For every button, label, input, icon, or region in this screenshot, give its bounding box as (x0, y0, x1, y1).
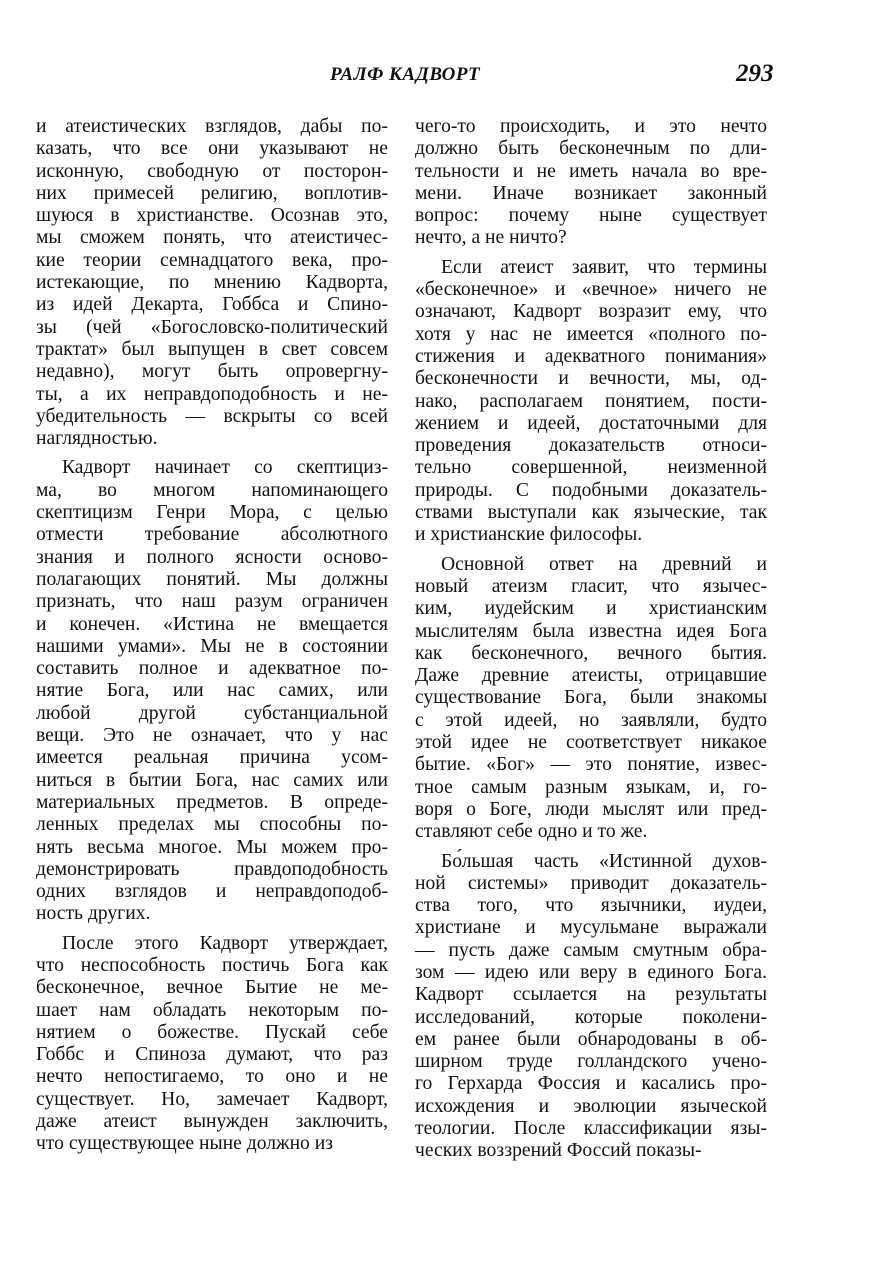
text-line: новый атеизм гласит, что язычес- (415, 575, 767, 597)
left-column (36, 116, 388, 1156)
paragraph-gap (36, 450, 388, 457)
text-line: зы (чей «Богословско-политический (36, 316, 388, 338)
text-line: ства того, что язычники, иудеи, (415, 895, 767, 917)
text-line: демонстрировать правдоподобность (36, 858, 388, 880)
text-line: недавно), могут быть опровергну- (36, 361, 388, 383)
text-line: знания и полного ясности осново- (36, 546, 388, 568)
text-line: «бесконечное» и «вечное» ничего не (415, 279, 767, 301)
text-line: бытие. «Бог» — это понятие, извес- (415, 754, 767, 776)
text-line: существует. Но, замечает Кадворт, (36, 1088, 388, 1110)
text-line: ческих воззрений Фоссий показы- (415, 1140, 702, 1162)
text-line: нако, располагаем понятием, пости- (415, 390, 767, 412)
text-line: и атеистических взглядов, дабы по- (36, 116, 388, 137)
text-line: ленных пределах мы способны по- (36, 814, 388, 836)
text-line: Кадворт ссылается на результаты (415, 984, 767, 1006)
text-line: ставляют себе одно и то же. (415, 821, 648, 843)
text-line: бесконечности и вечности, мы, од- (415, 368, 767, 390)
paragraph (415, 116, 767, 250)
text-line: кие теории семнадцатого века, про- (36, 249, 388, 271)
text-line: нашими умами». Мы не в состоянии (36, 635, 388, 657)
text-line: убедительность — вскрыты со всей (36, 405, 388, 427)
text-line: Бо́льшая часть «Истинной духов- (441, 850, 767, 872)
text-line: и христианские философы. (415, 524, 643, 546)
text-line: жением и идеей, достаточными для (415, 412, 767, 434)
paragraph (415, 257, 767, 547)
text-line: нечто непостигаемо, то оно и не (36, 1066, 388, 1088)
page-number: 293 (736, 60, 774, 87)
text-line: ты, а их неправдоподобность и не- (36, 383, 388, 405)
text-line: го Герхарда Фоссия и касались про- (415, 1073, 767, 1095)
text-line: даже атеист вынужден заключить, (36, 1111, 388, 1133)
text-line: истекающие, по мнению Кадворта, (36, 272, 388, 294)
text-line: и конечен. «Истина не вмещается (36, 613, 388, 635)
text-line: христиане и мусульмане выражали (415, 917, 767, 939)
text-line: с этой идеей, но заявляли, будто (415, 709, 767, 731)
right-column (415, 116, 767, 1163)
text-line: ной системы» приводит доказатель- (415, 872, 767, 894)
paragraph-gap (415, 547, 767, 554)
text-line: стижения и адекватного понимания» (415, 345, 767, 367)
text-line: исконную, свободную от посторон- (36, 160, 388, 182)
text-line: — пусть даже самым смутным обра- (415, 939, 767, 961)
text-line: существование Бога, были знакомы (415, 687, 767, 709)
text-line: материальных предметов. В опреде- (36, 791, 388, 813)
text-line: нечто, а не ничто? (415, 227, 567, 249)
text-line: ствами выступали как языческие, так (415, 502, 767, 524)
text-line: казать, что все они указывают не (36, 138, 388, 160)
text-line: бесконечное, вечное Бытие не ме- (36, 977, 388, 999)
text-line: вещи. Это не означает, что у нас (36, 725, 388, 747)
text-line: означают, Кадворт возразит ему, что (415, 301, 767, 323)
text-line: имеется реальная причина усом- (36, 747, 388, 769)
text-line: ким, иудейским и христианским (415, 598, 767, 620)
text-line: что существующее ныне должно из (36, 1133, 333, 1155)
text-line: воря о Боге, люди мыслят или пред- (415, 798, 767, 820)
text-line: мы сможем понять, что атеистичес- (36, 227, 388, 249)
text-line: проведения доказательств относи- (415, 435, 767, 457)
text-line: Гоббс и Спиноза думают, что раз (36, 1044, 388, 1066)
text-line: шает нам обладать некоторым по- (36, 999, 388, 1021)
text-line: ширном труде голландского учено- (415, 1051, 767, 1073)
running-head: РАЛФ КАДВОРТ (330, 64, 481, 85)
text-line: нять весьма многое. Мы можем про- (36, 836, 388, 858)
text-line: что неспособность постичь Бога как (36, 954, 388, 976)
text-line: ма, во многом напоминающего (36, 479, 388, 501)
text-line: из идей Декарта, Гоббса и Спино- (36, 294, 388, 316)
text-line: После этого Кадворт утверждает, (62, 932, 388, 954)
text-line: Основной ответ на древний и (441, 553, 767, 575)
paragraph-gap (36, 926, 388, 933)
text-line: скептицизм Генри Мора, с целью (36, 502, 388, 524)
text-line: тное самым разным языкам, и, го- (415, 776, 767, 798)
text-line: тельно совершенной, неизменной (415, 457, 767, 479)
text-line: исследований, которые поколени- (415, 1006, 767, 1028)
text-line: хотя у нас не имеется «полного по- (415, 323, 767, 345)
text-line: Если атеист заявит, что термины (441, 256, 767, 278)
text-line: ниться в бытии Бога, нас самих или (36, 769, 388, 791)
text-line: природы. С подобными доказатель- (415, 479, 767, 501)
text-line: признать, что наш разум ограничен (36, 591, 388, 613)
text-line: нятием о божестве. Пускай себе (36, 1021, 388, 1043)
paragraph (415, 554, 767, 844)
text-line: тельности и не иметь начала во вре- (415, 160, 767, 182)
text-line: трактат» был выпущен в свет совсем (36, 338, 388, 360)
text-line: нятие Бога, или нас самих, или (36, 680, 388, 702)
text-line: любой другой субстанциальной (36, 702, 388, 724)
text-line: теологии. После классификации язы- (415, 1118, 767, 1140)
text-line: составить полное и адекватное по- (36, 658, 388, 680)
text-line: полагающих понятий. Мы должны (36, 568, 388, 590)
text-line: должно быть бесконечным по дли- (415, 138, 767, 160)
text-line: ем ранее были обнародованы в об- (415, 1028, 767, 1050)
text-line: наглядностью. (36, 428, 158, 450)
paragraph (415, 851, 767, 1163)
text-line: этой идее не соответствует никакое (415, 732, 767, 754)
paragraph (36, 116, 388, 450)
paragraph-gap (415, 250, 767, 257)
text-line: одних взглядов и неправдоподоб- (36, 881, 388, 903)
text-line: шуюся в христианстве. Осознав это, (36, 205, 388, 227)
text-line: зом — идею или веру в единого Бога. (415, 961, 767, 983)
text-line: вопрос: почему ныне существует (415, 205, 767, 227)
text-line: Даже древние атеисты, отрицавшие (415, 665, 767, 687)
text-line: как бесконечного, вечного бытия. (415, 642, 767, 664)
text-line: отмести требование абсолютного (36, 524, 388, 546)
paragraph (36, 933, 388, 1156)
paragraph-gap (415, 844, 767, 851)
text-line: мыслителям была известна идея Бога (415, 620, 767, 642)
text-line: исхождения и эволюции языческой (415, 1095, 767, 1117)
text-line: чего-то происходить, и это нечто (415, 116, 767, 137)
text-line: них примесей религию, воплотив- (36, 182, 388, 204)
text-line: мени. Иначе возникает законный (415, 182, 767, 204)
text-line: Кадворт начинает со скептициз- (62, 457, 388, 479)
text-line: ность других. (36, 903, 151, 925)
paragraph (36, 457, 388, 925)
